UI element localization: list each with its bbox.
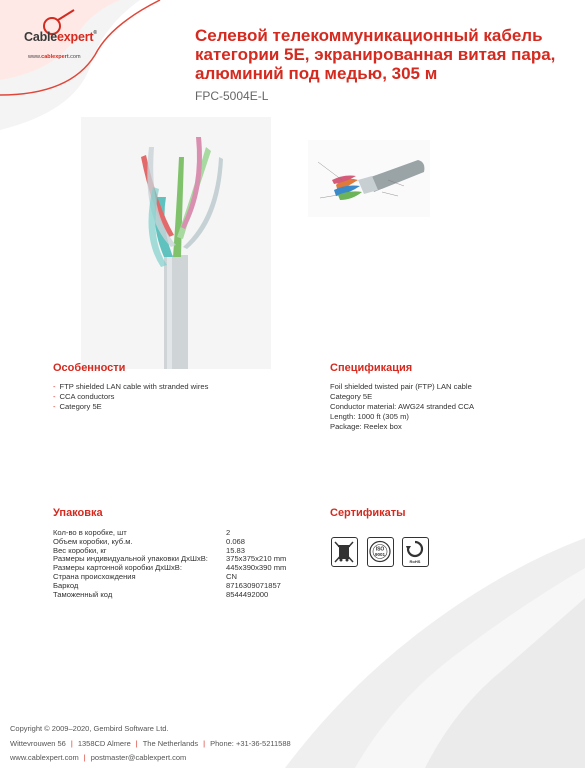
packaging-key: Баркод xyxy=(53,580,79,590)
footer-website-link[interactable]: www.cablexpert.com xyxy=(10,753,79,762)
packaging-value: 2 xyxy=(226,528,231,537)
product-photo xyxy=(81,117,271,369)
spec-line: Length: 1000 ft (305 m) xyxy=(330,412,409,421)
packaging-value: 8716309071857 xyxy=(226,580,281,590)
packaging-key: Таможенный код xyxy=(53,589,113,599)
footer-separator: | xyxy=(135,739,138,748)
packaging-key: Объем коробки, куб.м. xyxy=(53,536,133,546)
packaging-value: 15.83 xyxy=(226,545,246,555)
footer-separator: | xyxy=(83,753,86,762)
packaging-key: Размеры картонной коробки ДхШхВ: xyxy=(53,563,182,573)
features-list-item: - CCA conductors xyxy=(53,392,208,402)
rohs-icon xyxy=(402,537,429,567)
iso-label-bottom: 9001 xyxy=(374,552,386,557)
packaging-key: Размеры индивидуальной упаковки ДхШхВ: xyxy=(53,554,208,564)
footer-separator: | xyxy=(203,739,206,748)
spec-line: Package: Reelex box xyxy=(330,422,402,431)
product-title: Селевой телекоммуникационный кабель категории 5Е, экранированная витая пара, алюминий под медью, 305 м xyxy=(195,26,556,83)
packaging-value: CN xyxy=(226,571,237,581)
certificates-heading: Сертификаты xyxy=(330,507,406,519)
weee-bin-icon xyxy=(331,537,358,567)
footer-address xyxy=(10,739,291,748)
specifications-list xyxy=(330,382,474,432)
spec-line: Foil shielded twisted pair (FTP) LAN cable xyxy=(330,382,472,391)
specifications-heading: Спецификация xyxy=(330,362,413,374)
packaging-value: 445x390x390 mm xyxy=(226,563,287,573)
brand-logo xyxy=(14,8,114,98)
packaging-value: 375x375x210 mm xyxy=(226,554,287,564)
packaging-key: Кол-во в коробке, шт xyxy=(53,528,127,537)
packaging-key: Вес коробки, кг xyxy=(53,545,107,555)
cable-structure-diagram xyxy=(308,140,430,217)
packaging-key: Страна происхождения xyxy=(53,571,136,581)
features-heading: Особенности xyxy=(53,362,126,374)
packaging-table xyxy=(53,529,286,599)
footer-street: Wittevrouwen 56 xyxy=(10,739,66,748)
product-sku: FPC-5004E-L xyxy=(195,89,269,103)
features-list-item: - FTP shielded LAN cable with stranded wires xyxy=(53,382,208,392)
footer-country: The Netherlands xyxy=(142,739,199,748)
spec-line: Conductor material: AWG24 stranded CCA xyxy=(330,402,475,411)
features-list xyxy=(53,382,208,412)
footer-copyright: Copyright © 2009–2020, Gembird Software Ltd. xyxy=(10,724,169,733)
packaging-heading: Упаковка xyxy=(53,507,103,519)
footer-postcode: 1358CD Almere xyxy=(77,739,131,748)
footer-email-link[interactable]: postmaster@cablexpert.com xyxy=(90,753,187,762)
packaging-value: 0.068 xyxy=(226,536,246,546)
iso-9001-icon xyxy=(367,537,394,567)
footer-phone: Phone: +31-36-5211588 xyxy=(210,739,291,748)
rohs-label: RoHS xyxy=(409,559,421,564)
footer-swoosh-decoration xyxy=(285,538,585,768)
spec-line: Category 5E xyxy=(330,392,373,401)
logo-url: www.cablexpert.com xyxy=(28,54,81,60)
footer-separator: | xyxy=(70,739,73,748)
iso-label-top: ISO xyxy=(375,546,385,553)
logo-wordmark: Cableexpert® xyxy=(24,30,97,44)
features-list-item: - Category 5E xyxy=(53,402,208,412)
footer-contacts xyxy=(10,753,186,762)
table-row xyxy=(53,591,286,600)
packaging-value: 8544492000 xyxy=(226,589,269,599)
